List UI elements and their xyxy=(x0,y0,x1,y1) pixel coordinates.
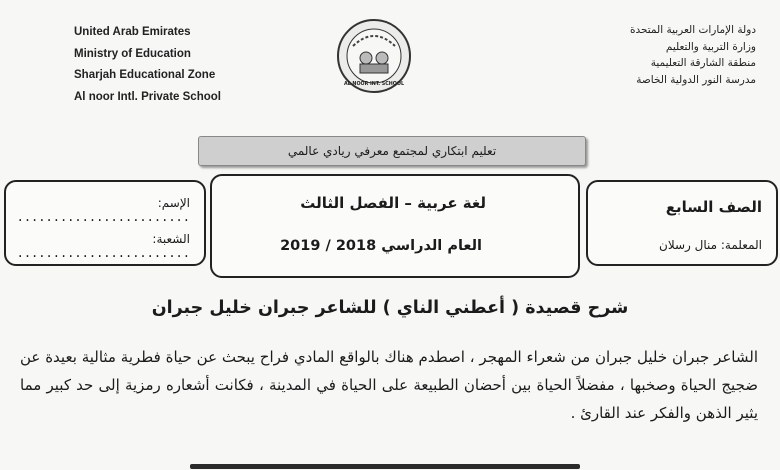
teacher-label: المعلمة: منال رسلان xyxy=(659,238,762,252)
arabic-header-line: وزارة التربية والتعليم xyxy=(665,40,756,53)
english-header-line: Sharjah Educational Zone xyxy=(74,69,216,81)
arabic-header-line: مدرسة النور الدولية الخاصة xyxy=(636,73,756,86)
student-info-box xyxy=(4,180,206,266)
academic-year: العام الدراسي 2018 / 2019 xyxy=(280,238,482,254)
logo-text: AL NOOR INT. SCHOOL xyxy=(343,82,405,87)
name-label: الإسم: xyxy=(157,196,190,210)
arabic-header xyxy=(630,22,756,88)
english-header-line: Al noor Intl. Private School xyxy=(74,90,221,103)
grade-label: الصف السابع xyxy=(665,198,762,216)
arabic-header-line: منطقة الشارقة التعليمية xyxy=(650,57,756,69)
subject-box xyxy=(210,174,580,278)
section-dots: ........................ xyxy=(16,246,190,260)
english-header xyxy=(74,22,221,108)
section-field xyxy=(6,232,190,260)
motto-banner: تعليم ابتكاري لمجتمع معرفي ريادي عالمي xyxy=(198,136,586,166)
intro-paragraph: الشاعر جبران خليل جبران من شعراء المهجر ، اصطدم هناك بالواقع المادي فراح يبحث عن حياة فطرية مثالية بعيدة عن ضجيج الحياة وصخبها ، مفضلاً الحياة بين أحضان الطبيعة على الحياة في المدينة ، فكانت أشعاره رمزية إلى حد كبير مما يثير الذهن والفكر عند القارئ . xyxy=(20,348,758,422)
english-header-line: Ministry of Education xyxy=(74,47,191,60)
grade-box xyxy=(586,180,778,266)
section-label: الشعبة: xyxy=(152,232,190,246)
page-title: شرح قصيدة ( أعطني الناي ) للشاعر جبران خليل جبران xyxy=(151,298,629,318)
cut-off-text-line xyxy=(190,458,580,470)
school-logo xyxy=(336,18,412,94)
english-header-line: United Arab Emirates xyxy=(74,26,191,38)
subject-title: لغة عربية – الفصل الثالث xyxy=(300,194,486,212)
name-dots: ........................ xyxy=(16,210,190,224)
arabic-header-line: دولة الإمارات العربية المتحدة xyxy=(629,24,756,36)
name-field xyxy=(6,196,190,224)
